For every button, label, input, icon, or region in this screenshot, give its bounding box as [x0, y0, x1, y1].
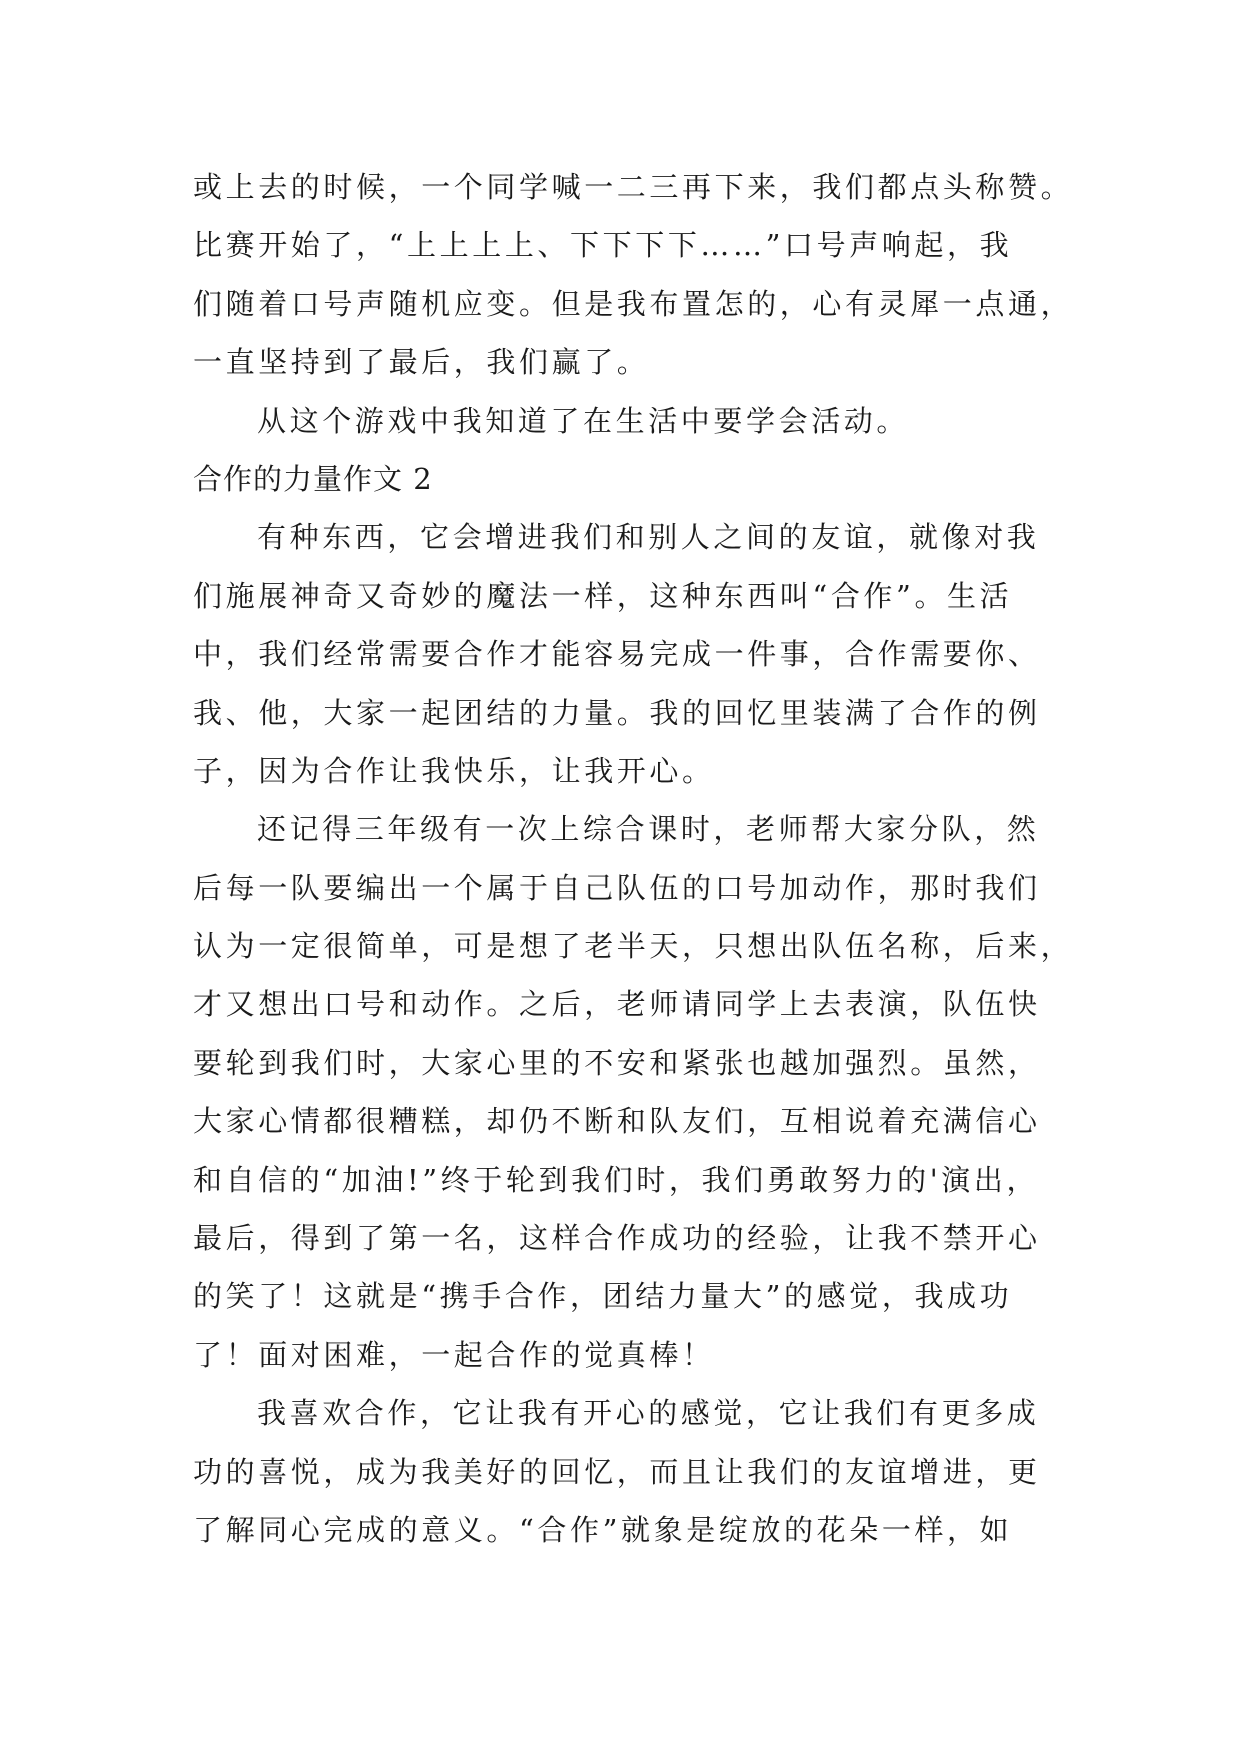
- text-line: 有种东西，它会增进我们和别人之间的友谊，就像对我: [257, 520, 1040, 555]
- text-line: 要轮到我们时，大家心里的不安和紧张也越加强烈。虽然，: [193, 1045, 1041, 1080]
- text-line: 或上去的时候，一个同学喊一二三再下来，我们都点头称赞。: [193, 170, 1074, 204]
- text-line: 最后，得到了第一名，这样合作成功的经验，让我不禁开心: [193, 1221, 1041, 1256]
- text-line: 们随着口号声随机应变。但是我布置怎的，心有灵犀一点通，: [193, 286, 1074, 321]
- text-line: 了！面对困难，一起合作的觉真棒！: [193, 1337, 715, 1372]
- text-line: 后每一队要编出一个属于自己队伍的口号加动作，那时我们: [193, 870, 1041, 905]
- text-line: 我喜欢合作，它让我有开心的感觉，它让我们有更多成: [257, 1396, 1040, 1431]
- text-line: 的笑了！这就是“携手合作，团结力量大”的感觉，我成功: [193, 1279, 1013, 1314]
- text-line: 才又想出口号和动作。之后，老师请同学上去表演，队伍快: [193, 987, 1041, 1022]
- text-line: 大家心情都很糟糕，却仍不断和队友们，互相说着充满信心: [193, 1104, 1041, 1139]
- text-line: 功的喜悦，成为我美好的回忆，而且让我们的友谊增进，更: [193, 1454, 1041, 1489]
- text-line: 了解同心完成的意义。“合作”就象是绽放的花朵一样，如: [193, 1512, 1013, 1547]
- text-line: 和自信的“加油!”终于轮到我们时，我们勇敢努力的'演出，: [193, 1162, 1040, 1197]
- text-line: 我、他，大家一起团结的力量。我的回忆里装满了合作的例: [193, 695, 1041, 730]
- text-line: 从这个游戏中我知道了在生活中要学会活动。: [257, 403, 910, 438]
- section-heading: 合作的力量作文 2: [193, 461, 433, 496]
- text-line: 一直坚持到了最后，我们赢了。: [193, 345, 650, 380]
- text-line: 子，因为合作让我快乐，让我开心。: [193, 753, 715, 788]
- text-line: 还记得三年级有一次上综合课时，老师帮大家分队，然: [257, 812, 1040, 847]
- text-line: 比赛开始了，“上上上上、下下下下……”口号声响起，我: [193, 228, 1013, 263]
- text-line: 中，我们经常需要合作才能容易完成一件事，合作需要你、: [193, 637, 1041, 672]
- text-line: 们施展神奇又奇妙的魔法一样，这种东西叫“合作”。生活: [193, 578, 1013, 613]
- essay-text-block: [193, 158, 1074, 1559]
- text-line: 认为一定很简单，可是想了老半天，只想出队伍名称，后来，: [193, 929, 1074, 964]
